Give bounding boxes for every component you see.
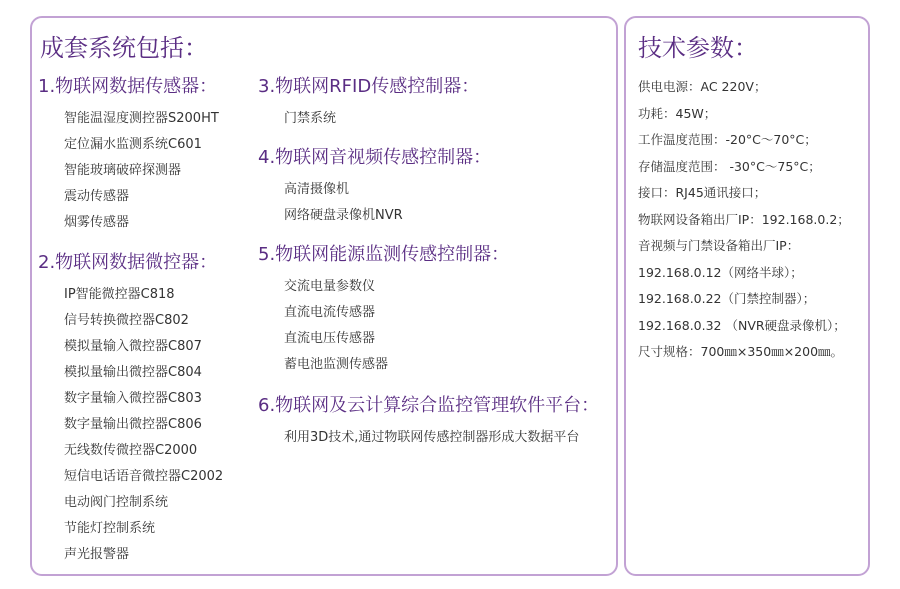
list-item: 短信电话语音微控器C2002 (64, 469, 224, 484)
list-item: 直流电流传感器 (284, 305, 376, 320)
parameter-item: 192.168.0.22（门禁控制器）； (638, 291, 816, 306)
section-rfid-controllers (258, 72, 479, 132)
section-data-sensors (38, 72, 219, 236)
section-heading: 3.物联网RFID传感控制器： (258, 76, 480, 97)
list-item: 节能灯控制系统 (64, 521, 156, 536)
list-item: 智能玻璃破碎探测器 (64, 163, 182, 178)
list-item: 数字量输入微控器C803 (64, 391, 202, 406)
section-item-list (284, 425, 599, 451)
section-item-list (284, 106, 479, 132)
parameter-item: 工作温度范围：-20°C～70°C； (638, 132, 817, 147)
list-item: 智能温湿度测控器S200HT (64, 111, 219, 126)
list-item: 信号转换微控器C802 (64, 313, 189, 328)
list-item: IP智能微控器C818 (64, 287, 175, 302)
parameter-item: 接口：RJ45通讯接口； (638, 185, 767, 200)
section-item-list (284, 274, 509, 378)
list-item: 门禁系统 (284, 111, 337, 126)
list-item: 电动阀门控制系统 (64, 495, 169, 510)
section-heading: 1.物联网数据传感器： (38, 76, 218, 97)
panel-title: 技术参数： (638, 34, 758, 62)
list-item: 交流电量参数仪 (284, 279, 376, 294)
technical-parameters-panel (624, 16, 870, 576)
list-item: 震动传感器 (64, 189, 130, 204)
parameter-item: 192.168.0.32 （NVR硬盘录像机）； (638, 317, 846, 333)
parameter-item: 音视频与门禁设备箱出厂IP： (638, 238, 800, 253)
list-item: 无线数传微控器C2000 (64, 443, 198, 458)
section-item-list (64, 106, 219, 236)
section-item-list (284, 177, 491, 229)
section-item-list (64, 282, 223, 568)
list-item: 利用3D技术,通过物联网传感控制器形成大数据平台 (284, 430, 580, 445)
section-cloud-platform (258, 391, 599, 451)
parameter-item: 尺寸规格：700㎜×350㎜×200㎜。 (638, 344, 844, 359)
list-item: 网络硬盘录像机NVR (284, 208, 403, 223)
list-item: 定位漏水监测系统C601 (64, 137, 202, 152)
list-item: 模拟量输出微控器C804 (64, 365, 202, 380)
parameter-item: 存储温度范围： -30°C～75°C； (638, 158, 821, 174)
section-heading: 4.物联网音视频传感控制器： (258, 147, 492, 168)
list-item: 声光报警器 (64, 547, 130, 562)
section-heading: 5.物联网能源监测传感控制器： (258, 244, 510, 265)
list-item: 直流电压传感器 (284, 331, 376, 346)
panel-title: 成套系统包括： (40, 34, 208, 62)
parameter-item: 供电电源：AC 220V； (638, 79, 767, 94)
section-heading: 2.物联网数据微控器： (38, 252, 218, 273)
list-item: 数字量输出微控器C806 (64, 417, 202, 432)
section-heading: 6.物联网及云计算综合监控管理软件平台： (258, 395, 600, 416)
section-av-controllers (258, 143, 491, 229)
list-item: 蓄电池监测传感器 (284, 357, 389, 372)
parameter-item: 192.168.0.12（网络半球）； (638, 264, 803, 280)
list-item: 烟雾传感器 (64, 215, 130, 230)
system-components-panel (30, 16, 618, 576)
list-item: 高清摄像机 (284, 182, 350, 197)
list-item: 模拟量输入微控器C807 (64, 339, 202, 354)
parameter-item: 功耗：45W； (638, 105, 717, 121)
section-data-microcontrollers (38, 248, 223, 568)
section-energy-monitoring (258, 240, 509, 378)
parameter-item: 物联网设备箱出厂IP：192.168.0.2； (638, 211, 850, 227)
parameter-list (638, 74, 850, 366)
